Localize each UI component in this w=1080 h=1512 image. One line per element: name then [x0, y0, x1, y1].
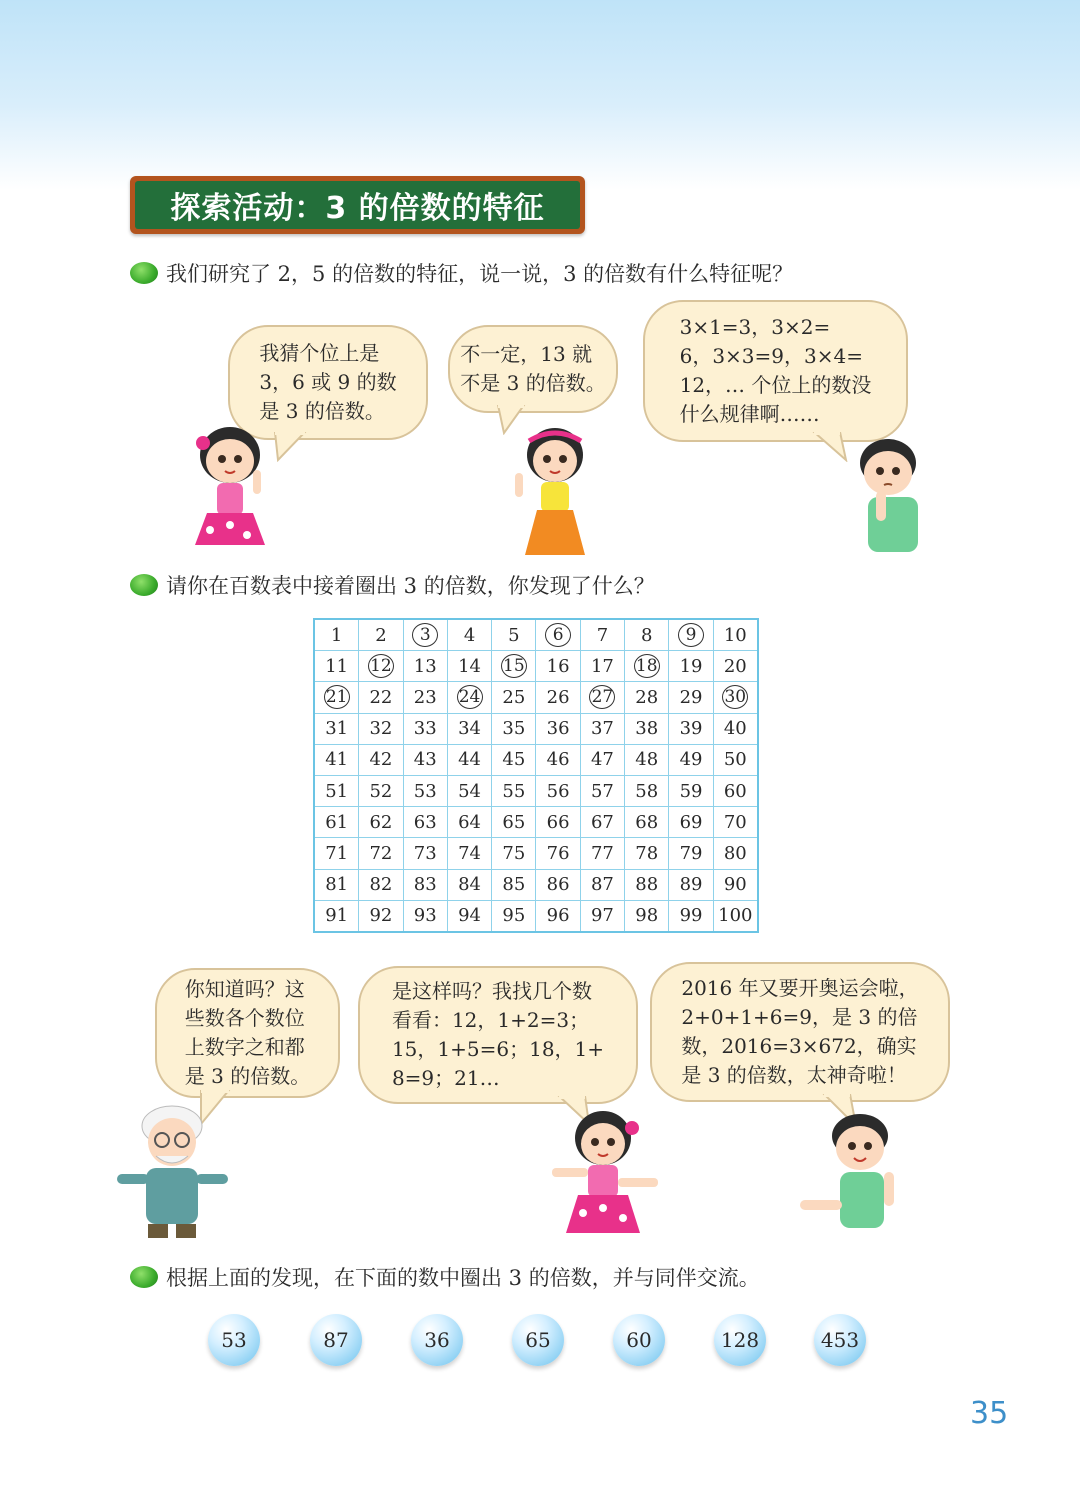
cell-number: 28 — [635, 686, 659, 708]
cell-number: 88 — [635, 874, 659, 896]
table-cell[interactable] — [447, 775, 491, 806]
cell-number: 11 — [325, 655, 349, 677]
cell-number: 34 — [458, 718, 481, 740]
cell-number: 86 — [546, 874, 570, 896]
table-cell[interactable] — [625, 619, 669, 651]
cell-number: 32 — [369, 718, 393, 740]
cell-number: 95 — [502, 905, 526, 927]
speech-bubble-text: 是这样吗？我找几个数 看看：12，1+2=3； 15，1+5=6；18，1+ 8=9；21… — [391, 979, 605, 1090]
cell-number: 50 — [723, 749, 747, 771]
question-2 — [130, 570, 655, 600]
table-cell[interactable] — [625, 807, 669, 838]
speech-bubble-girl-middle — [448, 325, 618, 413]
table-row — [314, 807, 758, 838]
table-cell[interactable] — [359, 651, 403, 682]
table-cell[interactable] — [580, 900, 624, 932]
speech-bubble-text: 2016 年又要开奥运会啦， 2+0+1+6=9，是 3 的倍 数，2016=3×672，确实 是 3 的倍数，太神奇啦！ — [681, 976, 919, 1087]
table-cell[interactable] — [359, 838, 403, 869]
cell-number: 66 — [546, 811, 570, 833]
table-cell[interactable] — [492, 713, 536, 744]
table-cell[interactable] — [625, 651, 669, 682]
speech-bubble-grandpa — [155, 968, 340, 1098]
cell-number: 56 — [546, 780, 570, 802]
cell-number: 57 — [590, 780, 614, 802]
table-cell[interactable] — [669, 651, 713, 682]
number-ball[interactable]: 87 — [310, 1314, 362, 1366]
cell-number: 62 — [369, 811, 393, 833]
cell-number: 71 — [325, 842, 349, 864]
speech-bubble-girl-left — [228, 325, 428, 440]
cell-number: 92 — [369, 905, 393, 927]
table-cell[interactable] — [359, 682, 403, 713]
table-cell[interactable] — [403, 651, 447, 682]
cell-number: 76 — [546, 842, 570, 864]
table-cell[interactable] — [359, 713, 403, 744]
table-cell[interactable] — [625, 838, 669, 869]
table-cell[interactable] — [536, 744, 580, 775]
cell-number: 67 — [590, 811, 614, 833]
boy-pointing-illustration — [798, 1110, 928, 1232]
table-cell[interactable] — [314, 775, 359, 806]
table-cell[interactable] — [536, 651, 580, 682]
table-cell[interactable] — [536, 838, 580, 869]
cell-number: 69 — [679, 811, 703, 833]
cell-number: 78 — [635, 842, 659, 864]
table-cell[interactable] — [314, 807, 359, 838]
table-row — [314, 713, 758, 744]
speech-bubble-text: 不一定，13 就 不是 3 的倍数。 — [460, 342, 606, 395]
cell-number: 20 — [723, 655, 747, 677]
number-ball[interactable]: 36 — [411, 1314, 463, 1366]
table-cell[interactable] — [447, 900, 491, 932]
table-cell[interactable] — [447, 682, 491, 713]
circled-number: 18 — [634, 654, 660, 678]
grandpa-illustration — [112, 1100, 237, 1240]
circled-number: 12 — [368, 654, 394, 678]
table-cell[interactable] — [403, 682, 447, 713]
cell-number: 42 — [369, 749, 393, 771]
cell-number: 60 — [723, 780, 747, 802]
table-cell[interactable] — [314, 619, 359, 651]
circled-number: 3 — [412, 623, 438, 647]
cell-number: 26 — [546, 686, 570, 708]
cell-number: 52 — [369, 780, 393, 802]
cell-number: 72 — [369, 842, 393, 864]
table-cell[interactable] — [314, 713, 359, 744]
circled-number: 30 — [722, 685, 748, 709]
speech-bubble-boy-right — [643, 300, 908, 442]
cell-number: 43 — [413, 749, 437, 771]
table-cell[interactable] — [713, 900, 758, 932]
speech-bubble-text: 你知道吗？这 些数各个数位 上数字之和都 是 3 的倍数。 — [184, 977, 311, 1088]
cell-number: 36 — [546, 718, 570, 740]
table-cell[interactable] — [403, 900, 447, 932]
cell-number: 85 — [502, 874, 526, 896]
table-cell[interactable] — [669, 900, 713, 932]
table-cell[interactable] — [580, 775, 624, 806]
number-ball[interactable]: 453 — [814, 1314, 866, 1366]
table-cell[interactable] — [492, 900, 536, 932]
cell-number: 81 — [325, 874, 349, 896]
cell-number: 82 — [369, 874, 393, 896]
cell-number: 37 — [590, 718, 614, 740]
table-cell[interactable] — [580, 869, 624, 900]
table-cell[interactable] — [492, 807, 536, 838]
table-cell[interactable] — [625, 682, 669, 713]
table-cell[interactable] — [536, 900, 580, 932]
table-cell[interactable] — [536, 869, 580, 900]
table-cell[interactable] — [447, 651, 491, 682]
table-cell[interactable] — [447, 713, 491, 744]
table-cell[interactable] — [669, 744, 713, 775]
cell-number: 100 — [718, 905, 753, 927]
table-row — [314, 651, 758, 682]
table-cell[interactable] — [403, 775, 447, 806]
number-ball[interactable]: 128 — [714, 1314, 766, 1366]
circled-number: 24 — [457, 685, 483, 709]
table-cell[interactable] — [713, 651, 758, 682]
circled-number: 21 — [324, 685, 350, 709]
table-cell[interactable] — [669, 619, 713, 651]
table-cell[interactable] — [314, 744, 359, 775]
table-cell[interactable] — [492, 651, 536, 682]
cell-number: 58 — [635, 780, 659, 802]
cell-number: 17 — [590, 655, 614, 677]
circled-number: 9 — [678, 623, 704, 647]
table-cell[interactable] — [359, 807, 403, 838]
cell-number: 63 — [413, 811, 437, 833]
cell-number: 29 — [679, 686, 703, 708]
cell-number: 99 — [679, 905, 703, 927]
sky-header-band — [0, 0, 1080, 190]
cell-number: 90 — [723, 874, 747, 896]
table-cell[interactable] — [492, 744, 536, 775]
table-cell[interactable] — [447, 619, 491, 651]
table-row — [314, 619, 758, 651]
page-number: 35 — [970, 1396, 1009, 1431]
cell-number: 41 — [325, 749, 349, 771]
table-cell[interactable] — [314, 651, 359, 682]
table-cell[interactable] — [492, 838, 536, 869]
cell-number: 59 — [679, 780, 703, 802]
cell-number: 87 — [590, 874, 614, 896]
table-cell[interactable] — [359, 900, 403, 932]
table-cell[interactable] — [403, 807, 447, 838]
table-cell[interactable] — [536, 807, 580, 838]
table-cell[interactable] — [403, 619, 447, 651]
cell-number: 35 — [502, 718, 526, 740]
girl-pink-dress-illustration — [185, 425, 280, 555]
question-3 — [130, 1262, 760, 1292]
table-cell[interactable] — [713, 869, 758, 900]
cell-number: 19 — [679, 655, 703, 677]
table-cell[interactable] — [536, 713, 580, 744]
cell-number: 39 — [679, 718, 703, 740]
table-cell[interactable] — [447, 838, 491, 869]
cell-number: 8 — [641, 624, 653, 646]
table-cell[interactable] — [447, 744, 491, 775]
cell-number: 74 — [458, 842, 481, 864]
cell-number: 75 — [502, 842, 526, 864]
question-3-text: 根据上面的发现，在下面的数中圈出 3 的倍数，并与同伴交流。 — [166, 1266, 760, 1290]
table-cell[interactable] — [314, 682, 359, 713]
table-cell[interactable] — [669, 807, 713, 838]
cell-number: 40 — [723, 718, 747, 740]
cell-number: 73 — [413, 842, 437, 864]
cell-number: 48 — [635, 749, 659, 771]
green-bullet-icon — [130, 574, 158, 596]
table-cell[interactable] — [713, 619, 758, 651]
cell-number: 89 — [679, 874, 703, 896]
hundred-number-table — [313, 618, 759, 933]
speech-bubble-girl-bottom — [358, 966, 638, 1104]
table-cell[interactable] — [314, 869, 359, 900]
table-cell[interactable] — [403, 838, 447, 869]
table-cell[interactable] — [580, 713, 624, 744]
table-cell[interactable] — [580, 651, 624, 682]
cell-number: 80 — [723, 842, 747, 864]
table-cell[interactable] — [669, 838, 713, 869]
cell-number: 53 — [413, 780, 437, 802]
table-cell[interactable] — [492, 682, 536, 713]
table-cell[interactable] — [359, 619, 403, 651]
cell-number: 25 — [502, 686, 526, 708]
cell-number: 23 — [413, 686, 437, 708]
question-1-text: 我们研究了 2，5 的倍数的特征，说一说，3 的倍数有什么特征呢？ — [166, 262, 794, 286]
green-bullet-icon — [130, 1266, 158, 1288]
cell-number: 10 — [723, 624, 747, 646]
number-ball[interactable]: 60 — [613, 1314, 665, 1366]
table-cell[interactable] — [669, 713, 713, 744]
cell-number: 13 — [413, 655, 437, 677]
cell-number: 44 — [458, 749, 481, 771]
cell-number: 5 — [508, 624, 520, 646]
circled-number: 27 — [589, 685, 615, 709]
cell-number: 70 — [723, 811, 747, 833]
cell-number: 96 — [546, 905, 570, 927]
cell-number: 65 — [502, 811, 526, 833]
table-cell[interactable] — [359, 744, 403, 775]
table-cell[interactable] — [403, 869, 447, 900]
cell-number: 33 — [413, 718, 437, 740]
table-cell[interactable] — [580, 807, 624, 838]
girl-waving-illustration — [548, 1108, 663, 1240]
table-cell[interactable] — [536, 619, 580, 651]
cell-number: 97 — [590, 905, 614, 927]
cell-number: 84 — [458, 874, 481, 896]
number-ball[interactable]: 53 — [208, 1314, 260, 1366]
cell-number: 38 — [635, 718, 659, 740]
cell-number: 45 — [502, 749, 526, 771]
table-cell[interactable] — [625, 744, 669, 775]
speech-bubble-boy-bottom — [650, 962, 950, 1102]
table-row — [314, 775, 758, 806]
cell-number: 51 — [325, 780, 349, 802]
table-cell[interactable] — [625, 869, 669, 900]
table-cell[interactable] — [447, 807, 491, 838]
table-cell[interactable] — [580, 838, 624, 869]
cell-number: 46 — [546, 749, 570, 771]
section-title-board — [130, 176, 585, 234]
table-cell[interactable] — [625, 900, 669, 932]
cell-number: 4 — [463, 624, 476, 646]
table-cell[interactable] — [314, 838, 359, 869]
cell-number: 68 — [635, 811, 659, 833]
circled-number: 15 — [501, 654, 527, 678]
cell-number: 22 — [369, 686, 393, 708]
question-2-text: 请你在百数表中接着圈出 3 的倍数，你发现了什么？ — [166, 574, 655, 598]
cell-number: 61 — [325, 811, 349, 833]
green-bullet-icon — [130, 262, 158, 284]
speech-bubble-text: 3×1=3，3×2= 6，3×3=9，3×4= 12，… 个位上的数没 什么规律啊…… — [679, 315, 872, 426]
table-cell[interactable] — [713, 775, 758, 806]
cell-number: 7 — [596, 624, 609, 646]
speech-bubble-text: 我猜个位上是 3，6 或 9 的数 是 3 的倍数。 — [259, 341, 397, 423]
cell-number: 54 — [458, 780, 481, 802]
table-row — [314, 869, 758, 900]
circled-number: 6 — [545, 623, 571, 647]
table-cell[interactable] — [669, 682, 713, 713]
table-row — [314, 900, 758, 932]
table-cell[interactable] — [492, 775, 536, 806]
table-cell[interactable] — [403, 713, 447, 744]
table-cell[interactable] — [536, 775, 580, 806]
boy-thinking-illustration — [850, 435, 930, 557]
table-cell[interactable] — [359, 869, 403, 900]
cell-number: 1 — [330, 624, 343, 646]
table-cell[interactable] — [713, 744, 758, 775]
cell-number: 91 — [325, 905, 349, 927]
cell-number: 16 — [546, 655, 570, 677]
table-row — [314, 744, 758, 775]
table-cell[interactable] — [314, 900, 359, 932]
table-row — [314, 838, 758, 869]
table-cell[interactable] — [447, 869, 491, 900]
cell-number: 14 — [458, 655, 481, 677]
cell-number: 94 — [458, 905, 481, 927]
table-cell[interactable] — [492, 619, 536, 651]
table-cell[interactable] — [403, 744, 447, 775]
table-cell[interactable] — [669, 869, 713, 900]
table-cell[interactable] — [713, 713, 758, 744]
table-cell[interactable] — [669, 775, 713, 806]
table-cell[interactable] — [359, 775, 403, 806]
table-cell[interactable] — [580, 619, 624, 651]
table-cell[interactable] — [492, 869, 536, 900]
bubble-tail — [810, 432, 850, 462]
section-title: 探索活动：3 的倍数的特征 — [135, 181, 580, 229]
cell-number: 55 — [502, 780, 526, 802]
cell-number: 83 — [413, 874, 437, 896]
table-cell[interactable] — [713, 807, 758, 838]
question-1 — [130, 258, 793, 288]
cell-number: 98 — [635, 905, 659, 927]
cell-number: 49 — [679, 749, 703, 771]
cell-number: 31 — [325, 718, 349, 740]
table-cell[interactable] — [580, 744, 624, 775]
cell-number: 2 — [375, 624, 387, 646]
table-cell[interactable] — [536, 682, 580, 713]
table-cell[interactable] — [713, 682, 758, 713]
table-cell[interactable] — [625, 775, 669, 806]
table-cell[interactable] — [625, 713, 669, 744]
cell-number: 47 — [590, 749, 614, 771]
girl-orange-skirt-illustration — [505, 425, 595, 560]
cell-number: 79 — [679, 842, 703, 864]
table-cell[interactable] — [580, 682, 624, 713]
cell-number: 64 — [458, 811, 481, 833]
cell-number: 93 — [413, 905, 437, 927]
table-cell[interactable] — [713, 838, 758, 869]
cell-number: 77 — [590, 842, 614, 864]
table-row — [314, 682, 758, 713]
number-ball[interactable]: 65 — [512, 1314, 564, 1366]
